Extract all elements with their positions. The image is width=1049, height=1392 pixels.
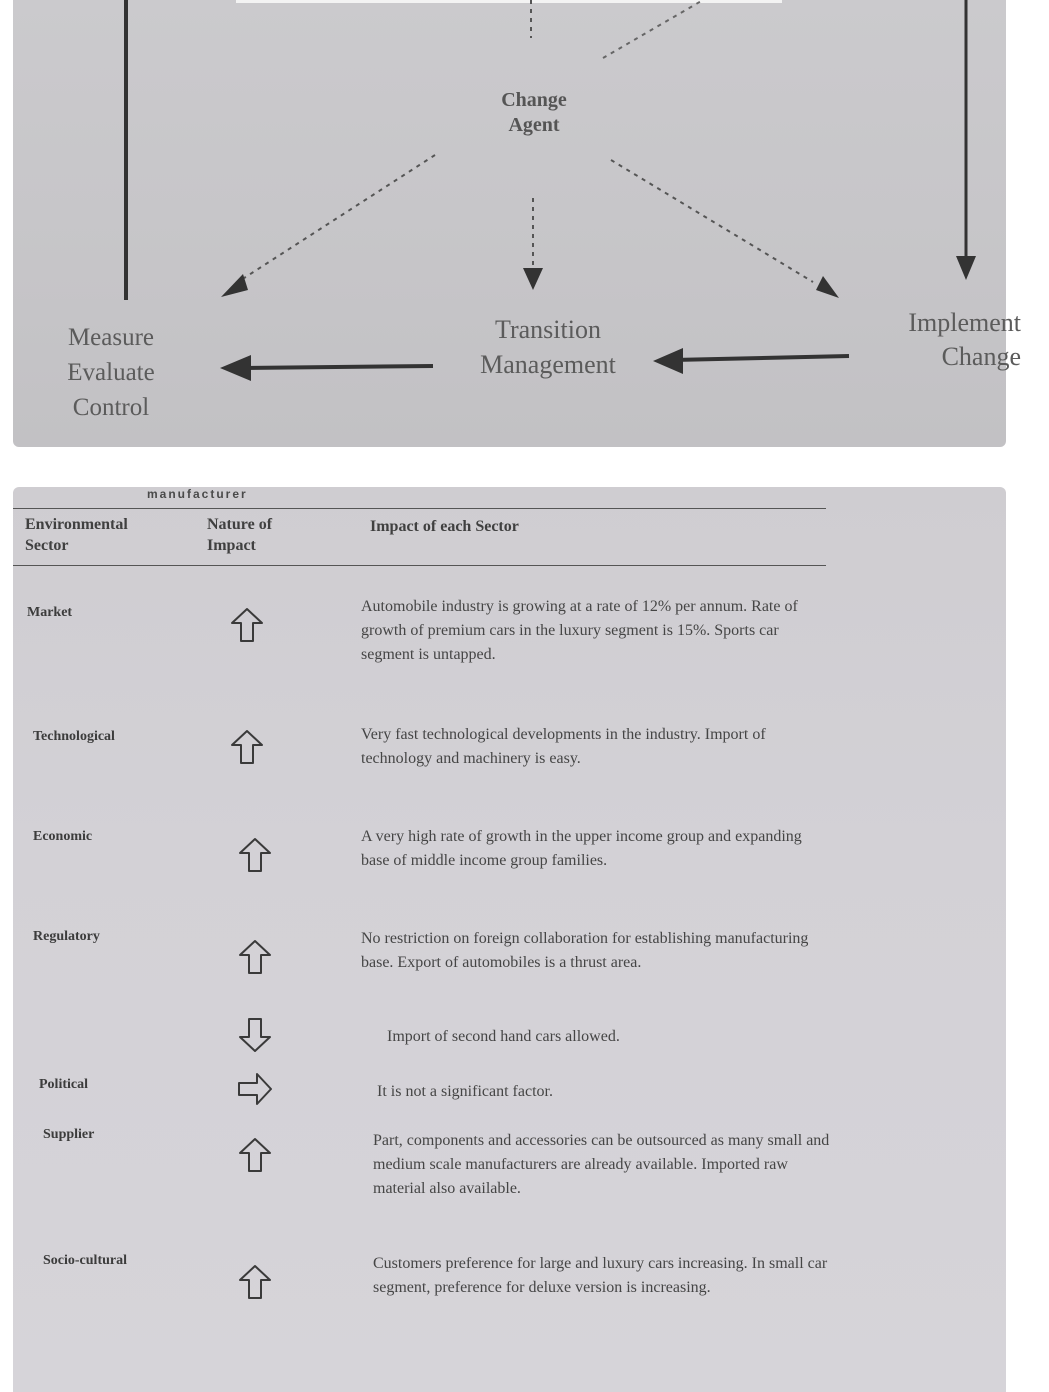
node-measure-evaluate-control [51,320,171,425]
impact-arrow-up-icon [235,1262,275,1302]
impact-arrow-shape [240,1139,270,1171]
right-down-arrowhead [956,256,976,280]
impact-arrow-up-icon [235,1135,275,1175]
impact-description: Very fast technological developments in the industry. Import of technology and machinery is easy. [361,726,766,767]
transition-measure-arrowhead [220,355,251,381]
header-nature-line1: Nature of [207,516,273,533]
environmental-impact-table [13,487,1006,1392]
impact-arrow-shape [232,731,262,763]
node-transition-management [453,312,643,382]
header-environmental-sector [25,515,185,557]
header-impact-of-each-sector: Impact of each Sector [370,518,519,535]
node-measure-line2: Evaluate [67,359,155,386]
header-nature-line2: Impact [207,536,256,554]
impact-arrow-up-icon [227,727,267,767]
sector-label: Technological [33,729,115,744]
agent-transition-arrowhead [523,268,543,290]
impact-description: It is not a significant factor. [377,1083,553,1100]
node-measure-line3: Control [72,394,150,421]
node-measure-line1: Measure [67,324,155,351]
impact-arrow-right-icon [235,1069,275,1109]
header-nature-of-impact [207,515,327,557]
node-implement-change [871,306,1021,374]
node-implement-line2: Change [941,341,1021,371]
agent-implement-dashed [611,160,813,282]
impact-arrow-up-icon [235,937,275,977]
node-change-agent [479,88,589,138]
impact-arrow-shape [240,1266,270,1298]
change-model-diagram [13,0,1021,447]
node-transition-line2: Management [480,350,616,380]
impact-description: Automobile industry is growing at a rate of 12% per annum. Rate of growth of premium cars in the luxury segment is 15%. Sports car segment is untapped. [361,598,798,663]
impact-arrow-up-icon [235,835,275,875]
impact-description: Import of second hand cars allowed. [387,1028,620,1045]
sector-label: Political [39,1077,88,1092]
table-caption: manufacturer [147,487,248,501]
impact-arrow-shape [240,941,270,973]
transition-measure-line [243,366,433,368]
table-top-rule [13,508,826,509]
node-change-agent-line2: Agent [508,114,560,136]
agent-measure-arrowhead [221,274,248,297]
sector-label: Regulatory [33,929,100,944]
impact-description: Customers preference for large and luxury cars increasing. In small car segment, preference for deluxe version is increasing. [373,1255,828,1296]
agent-implement-arrowhead [816,276,839,298]
node-change-agent-line1: Change [501,89,567,111]
node-transition-line1: Transition [495,315,601,344]
impact-description: No restriction on foreign collaboration for establishing manufacturing base. Export of automobiles is a thrust area. [361,930,809,971]
impact-arrow-shape [239,1074,271,1104]
table-header-rule [13,565,826,566]
top-right-dashed [603,0,703,58]
sector-label: Market [27,605,73,620]
impact-arrow-shape [240,1019,270,1051]
implement-transition-line [673,356,849,360]
impact-arrow-down-icon [235,1015,275,1055]
sector-label: Economic [33,829,93,844]
impact-description: A very high rate of growth in the upper income group and expanding base of middle income group families. [361,828,802,869]
impact-description: Part, components and accessories can be outsourced as many small and medium scale manufacturers are already available. Imported raw material also available. [373,1132,830,1197]
sector-label: Supplier [43,1127,95,1142]
implement-transition-arrowhead [653,348,683,374]
header-sector-line1: Environmental [25,516,128,533]
sector-label: Socio-cultural [43,1253,127,1268]
impact-arrow-up-icon [227,605,267,645]
header-sector-line2: Sector [25,536,69,554]
impact-arrow-shape [240,839,270,871]
impact-arrow-shape [232,609,262,641]
agent-measure-dashed [241,155,435,280]
node-implement-line1: Implement [908,308,1021,337]
